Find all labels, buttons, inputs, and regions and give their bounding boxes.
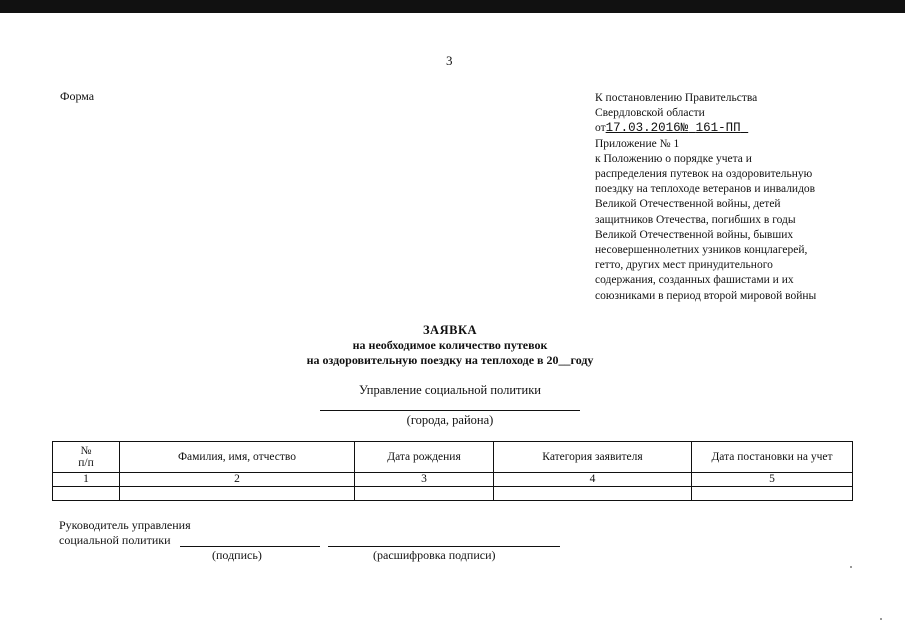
table-cell — [494, 487, 692, 501]
application-table — [52, 441, 853, 501]
document-subtitle: на оздоровительную поездку на теплоходе в 20__году — [306, 353, 594, 367]
decree-description-line: Великой Отечественной войны, детей — [595, 198, 781, 211]
table-row — [53, 487, 853, 501]
document-subtitle: на необходимое количество путевок — [352, 338, 548, 352]
decree-description-line: к Положению о порядке учета и — [595, 152, 752, 165]
column-header-birth-date: Дата рождения — [355, 442, 494, 473]
table-cell — [692, 487, 853, 501]
scan-speck — [880, 618, 882, 620]
decree-description-line: поездку на теплоходе ветеранов и инвалидов — [595, 183, 816, 196]
decree-reference-block — [595, 91, 816, 304]
document-title-block — [250, 323, 650, 368]
decree-line-1: К постановлению Правительства — [595, 92, 758, 104]
column-number-cell: 4 — [494, 473, 692, 487]
scan-top-border — [0, 0, 905, 13]
department-name: Управление социальной политики — [359, 383, 541, 397]
decree-number: 161-ПП — [695, 121, 741, 136]
form-label: Форма — [60, 89, 95, 103]
column-header-number: № п/п — [53, 442, 120, 473]
page-number: 3 — [446, 53, 453, 68]
column-number-cell: 1 — [53, 473, 120, 487]
signatory-title-line-2: социальной политики — [59, 533, 171, 547]
column-header-full-name: Фамилия, имя, отчество — [120, 442, 355, 473]
department-fill-line — [320, 410, 580, 411]
decree-description-line: содержания, созданных фашистами и их — [595, 274, 794, 287]
column-number-cell: 5 — [692, 473, 853, 487]
decree-description-line: защитников Отечества, погибших в годы — [595, 213, 796, 226]
table-cell — [120, 487, 355, 501]
department-caption: (города, района) — [406, 413, 494, 427]
decree-date-prefix: от — [595, 122, 606, 135]
table-cell — [355, 487, 494, 501]
column-number-cell: 3 — [355, 473, 494, 487]
document-title: ЗАЯВКА — [422, 323, 478, 337]
signature-caption: (подпись) — [212, 548, 262, 562]
decree-description-line: гетто, других мест принудительного — [595, 259, 773, 272]
table-cell — [53, 487, 120, 501]
appendix-label: Приложение № 1 — [595, 137, 680, 150]
signature-decode-fill-line — [328, 546, 560, 547]
signature-fill-line — [180, 546, 320, 547]
column-header-registration-date: Дата постановки на учет — [692, 442, 853, 473]
decree-date-number — [595, 121, 816, 136]
table-row — [53, 473, 853, 487]
column-number-cell: 2 — [120, 473, 355, 487]
decree-line-2: Свердловской области — [595, 107, 705, 120]
decree-description-line: распределения путевок на оздоровительную — [595, 168, 813, 181]
signature-decode-caption: (расшифровка подписи) — [373, 548, 496, 562]
table-header-row — [53, 442, 853, 473]
decree-description-line: Великой Отечественной войны, бывших — [595, 228, 794, 241]
decree-description-line: союзниками в период второй мировой войны — [595, 289, 817, 302]
column-header-category: Категория заявителя — [494, 442, 692, 473]
decree-description-line: несовершеннолетних узников концлагерей, — [595, 244, 808, 257]
scan-speck — [850, 566, 852, 568]
signatory-title-line-1: Руководитель управления — [59, 518, 191, 532]
decree-date: 17.03.2016 — [605, 121, 681, 136]
decree-number-prefix: № — [680, 121, 689, 136]
